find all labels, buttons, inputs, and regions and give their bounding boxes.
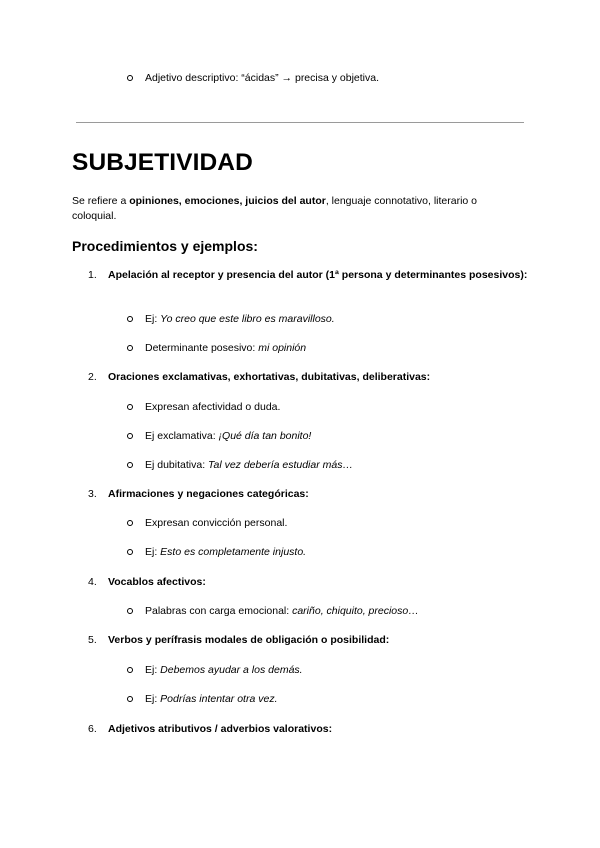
sub-item-text	[145, 341, 306, 355]
numbered-item-5	[88, 633, 528, 648]
hollow-bullet-icon	[127, 667, 133, 673]
sub-prefix: Ej:	[145, 664, 161, 676]
list-item	[127, 458, 353, 472]
sub-italic: Tal vez debería estudiar más…	[208, 459, 353, 471]
sub-italic: Debemos ayudar a los demás.	[160, 664, 303, 676]
sub-prefix: Ej:	[145, 313, 161, 325]
item-label: Vocablos afectivos:	[108, 576, 206, 588]
sub-prefix: Ej:	[145, 693, 161, 705]
sub-item-text	[145, 516, 287, 530]
sub-italic: mi opinión	[258, 342, 307, 354]
page-title: SUBJETIVIDAD	[72, 149, 253, 176]
sub-prefix: Determinante posesivo:	[145, 342, 259, 354]
item-number: 4.	[88, 576, 97, 588]
sub-item-text	[145, 458, 353, 472]
item-number: 3.	[88, 488, 97, 500]
sub-italic: Yo creo que este libro es maravilloso.	[160, 313, 335, 325]
list-item	[127, 604, 419, 618]
hollow-bullet-icon	[127, 404, 133, 410]
hollow-bullet-icon	[127, 462, 133, 468]
sub-prefix: Ej exclamativa:	[145, 430, 219, 442]
list-item	[127, 545, 306, 559]
list-item	[127, 516, 287, 530]
sub-item-text	[145, 312, 335, 326]
numbered-item-1	[88, 268, 528, 283]
sub-italic: ¡Qué día tan bonito!	[218, 430, 312, 442]
list-item	[127, 71, 379, 85]
sub-item-text	[145, 604, 419, 618]
list-item	[127, 341, 306, 355]
hollow-bullet-icon	[127, 608, 133, 614]
item-label: Verbos y perífrasis modales de obligación o posibilidad:	[108, 634, 390, 646]
item-label: Apelación al receptor y presencia del autor (1ª persona y determinantes posesivos):	[108, 269, 528, 281]
intro-bold: opiniones, emociones, juicios del autor	[129, 195, 326, 207]
item-label: Oraciones exclamativas, exhortativas, dubitativas, deliberativas:	[108, 371, 431, 383]
hollow-bullet-icon	[127, 75, 133, 81]
sub-prefix: Expresan afectividad o duda.	[145, 401, 281, 413]
hollow-bullet-icon	[127, 549, 133, 555]
numbered-item-2	[88, 370, 528, 385]
numbered-item-3	[88, 487, 528, 502]
item-number: 6.	[88, 723, 97, 735]
sub-prefix: Expresan convicción personal.	[145, 517, 288, 529]
intro-suffix: , lenguaje connotativo, literario o coloquial.	[72, 195, 478, 222]
list-item	[127, 663, 303, 677]
item-number: 1.	[88, 269, 97, 281]
section-subtitle: Procedimientos y ejemplos:	[72, 238, 258, 254]
sub-item-text	[145, 692, 277, 706]
item-number: 2.	[88, 371, 97, 383]
sub-italic: cariño, chiquito, precioso…	[292, 605, 419, 617]
intro-prefix: Se refiere a	[72, 195, 130, 207]
hollow-bullet-icon	[127, 345, 133, 351]
hollow-bullet-icon	[127, 433, 133, 439]
hollow-bullet-icon	[127, 696, 133, 702]
list-item	[127, 312, 335, 326]
sub-item-text	[145, 429, 311, 443]
list-item	[127, 692, 277, 706]
sub-italic: Esto es completamente injusto.	[160, 546, 307, 558]
numbered-item-4	[88, 575, 528, 590]
item-number: 5.	[88, 634, 97, 646]
sub-prefix: Palabras con carga emocional:	[145, 605, 293, 617]
item-label: Afirmaciones y negaciones categóricas:	[108, 488, 309, 500]
list-item	[127, 400, 280, 414]
hollow-bullet-icon	[127, 520, 133, 526]
sub-italic: Podrías intentar otra vez.	[160, 693, 278, 705]
sub-item-text	[145, 663, 303, 677]
top-bullet-text: Adjetivo descriptivo: “ácidas” → precisa y objetiva.	[145, 72, 380, 84]
list-item	[127, 429, 311, 443]
sub-prefix: Ej:	[145, 546, 161, 558]
sub-item-text	[145, 400, 280, 414]
sub-item-text	[145, 545, 306, 559]
sub-prefix: Ej dubitativa:	[145, 459, 209, 471]
hollow-bullet-icon	[127, 316, 133, 322]
horizontal-divider	[76, 122, 524, 123]
numbered-item-6	[88, 722, 528, 737]
item-label: Adjetivos atributivos / adverbios valorativos:	[108, 723, 333, 735]
intro-paragraph	[72, 194, 522, 224]
